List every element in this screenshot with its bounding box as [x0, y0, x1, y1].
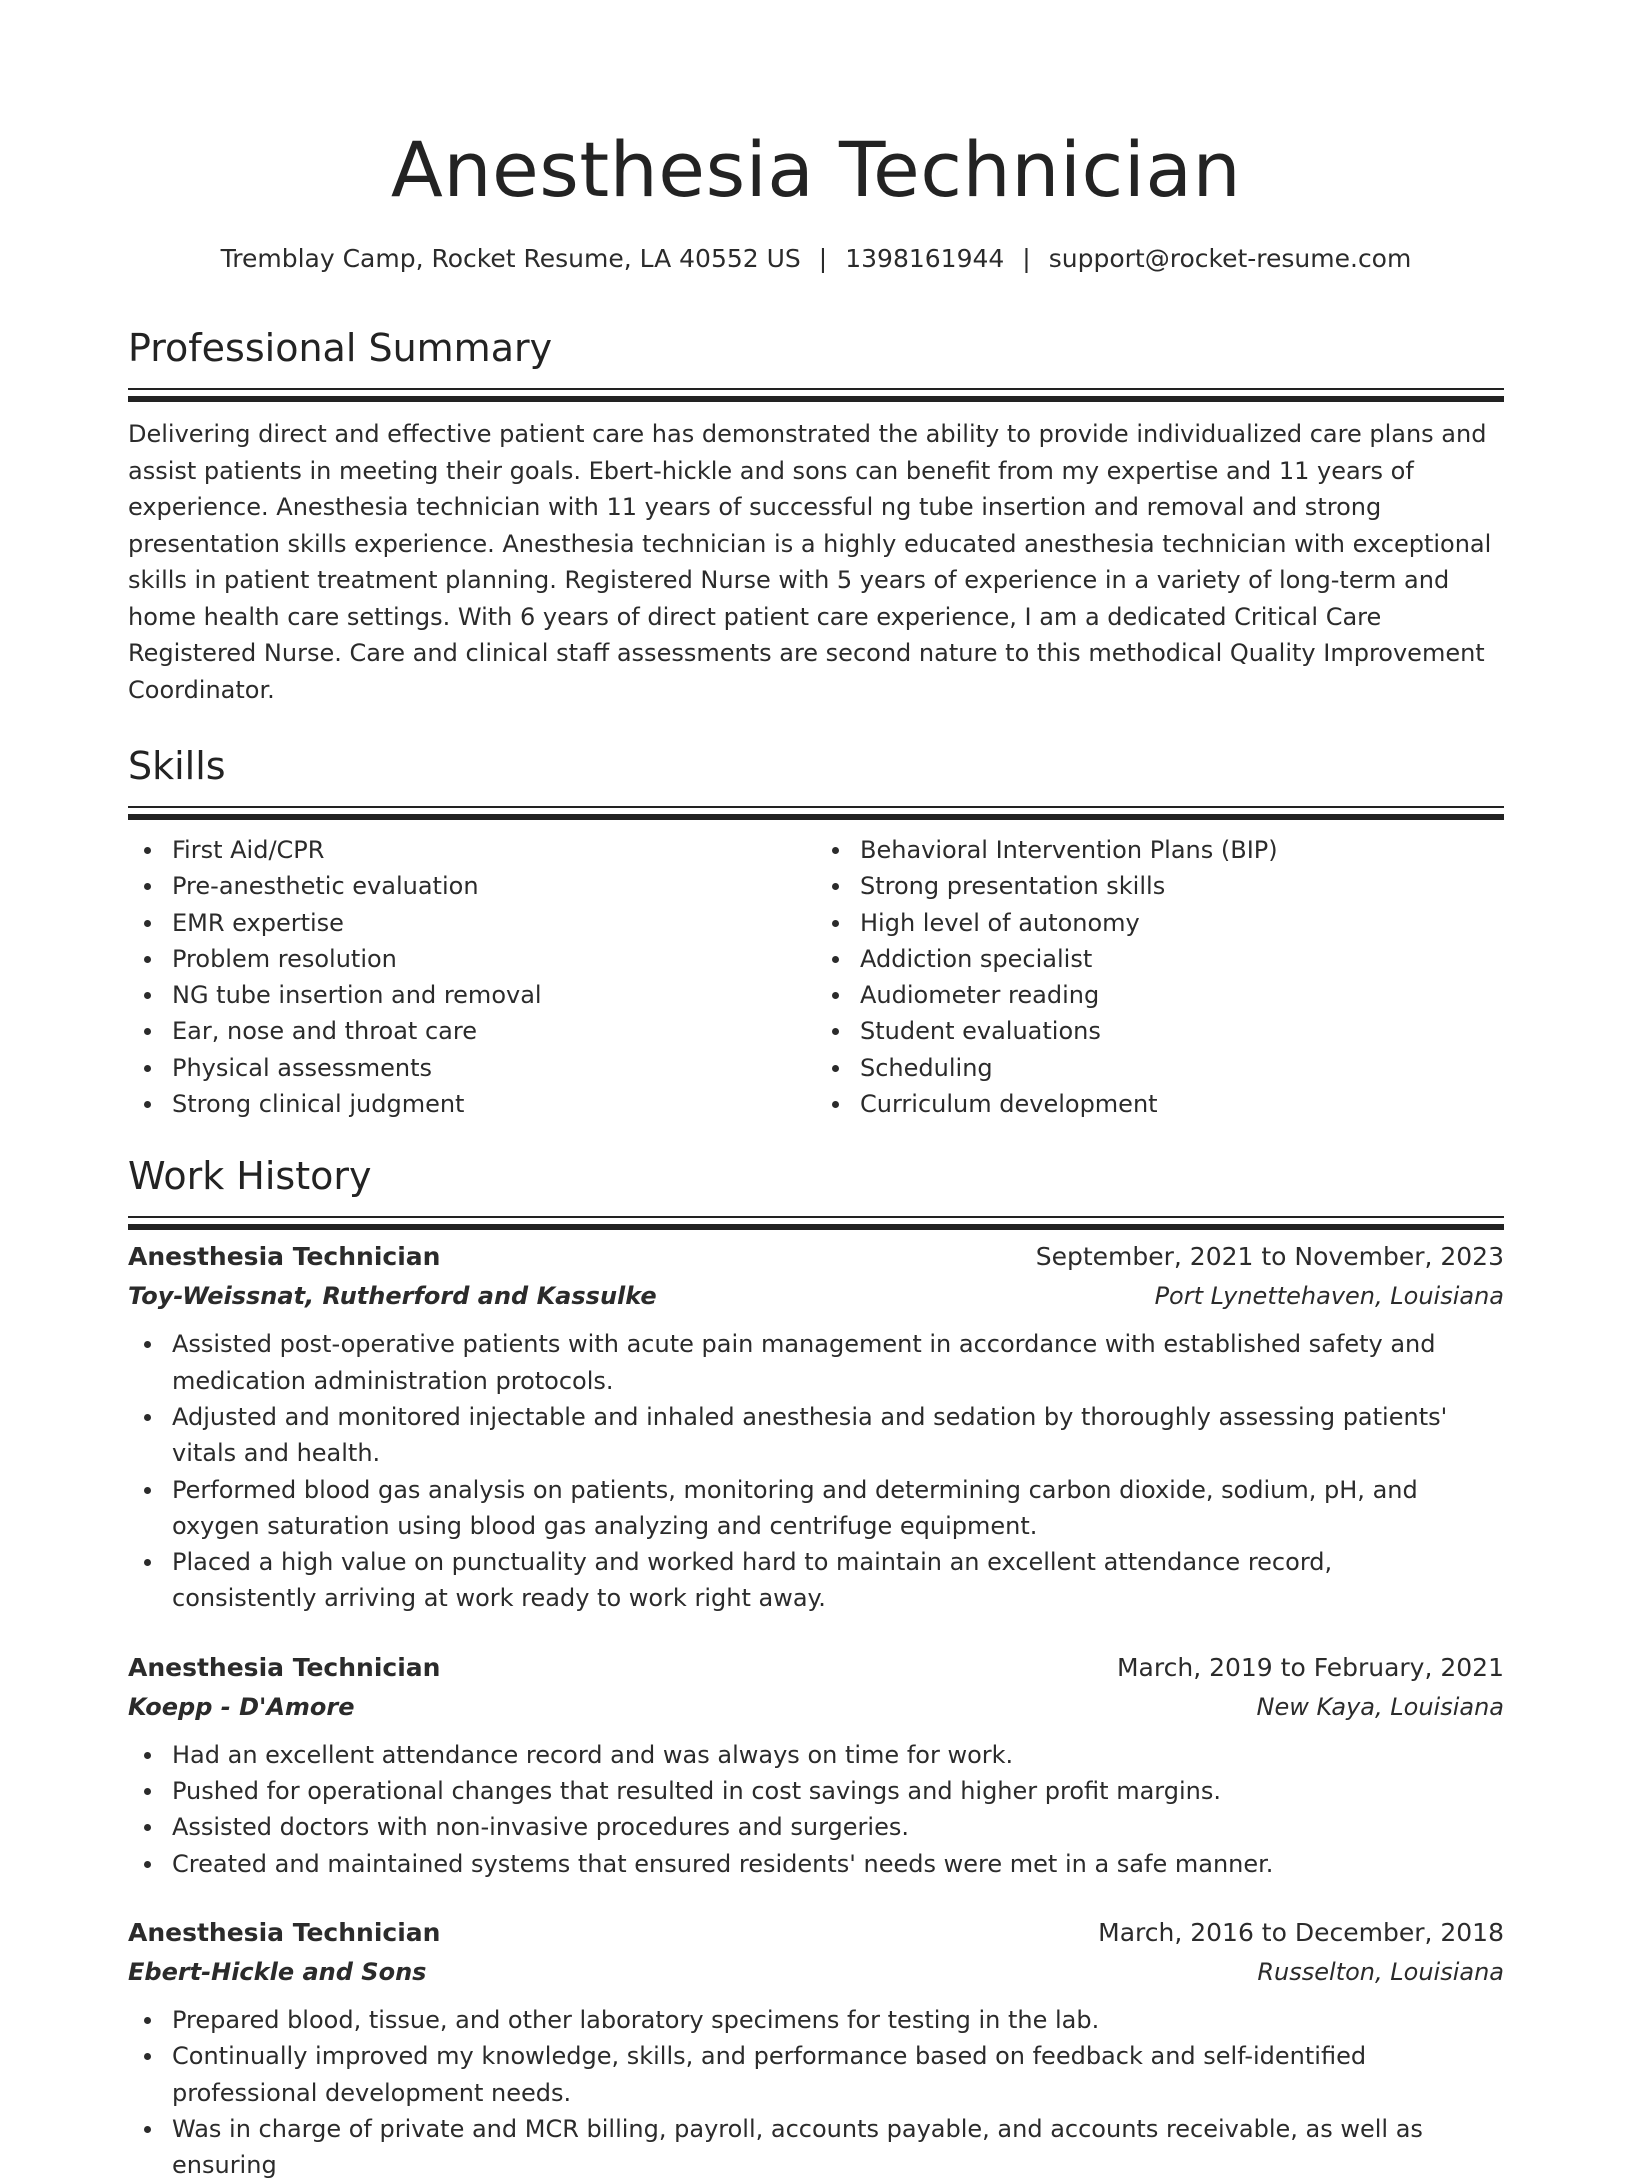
duty-item: Adjusted and monitored injectable and inhaled anesthesia and sedation by thoroughly assessing patients' vitals and health.	[172, 1399, 1504, 1472]
contact-separator: |	[1022, 244, 1031, 273]
contact-separator: |	[818, 244, 828, 273]
job-subheader	[128, 1687, 1504, 1727]
job-dates: September, 2021 to November, 2023	[1035, 1242, 1504, 1272]
skill-item: NG tube insertion and removal	[172, 977, 816, 1013]
skill-item: Scheduling	[860, 1050, 1504, 1086]
skill-item: Strong clinical judgment	[172, 1086, 816, 1122]
job-duties-list	[128, 2002, 1504, 2183]
job-entry	[128, 1914, 1504, 2183]
skill-item: Ear, nose and throat care	[172, 1013, 816, 1049]
contact-line	[128, 242, 1504, 276]
section-heading-summary: Professional Summary	[128, 326, 553, 370]
section-divider	[128, 1216, 1504, 1218]
job-header	[128, 1649, 1504, 1687]
section-divider	[128, 806, 1504, 808]
contact-phone: 1398161944	[845, 244, 1005, 273]
job-subheader	[128, 1952, 1504, 1992]
duty-item: Prepared blood, tissue, and other laboratory specimens for testing in the lab.	[172, 2002, 1504, 2038]
job-duties-list	[128, 1326, 1504, 1616]
job-location: New Kaya, Louisiana	[1256, 1692, 1504, 1721]
candidate-name: Anesthesia Technician	[390, 125, 1242, 214]
summary-paragraph: Delivering direct and effective patient care has demonstrated the ability to provide individualized care plans and assist patients in meeting their goals. Ebert-hickle and sons can benefit from my expertise and 11 years of experience. Anesthesia technician with 11 years of successful ng tube insertion and removal and strong presentation skills experience. Anesthesia technician is a highly educated anesthesia technician with exceptional skills in patient treatment planning. Registered Nurse with 5 years of experience in a variety of long-term and home health care settings. With 6 years of direct patient care experience, I am a dedicated Critical Care Registered Nurse. Care and clinical staff assessments are second nature to this methodical Quality Improvement Coordinator.	[128, 420, 1492, 704]
duty-item: Was in charge of private and MCR billing, payroll, accounts payable, and accounts receivable, as well as ensuring	[172, 2111, 1504, 2183]
duty-item: Had an excellent attendance record and was always on time for work.	[172, 1737, 1504, 1773]
skill-item: First Aid/CPR	[172, 832, 816, 868]
duty-item: Continually improved my knowledge, skills, and performance based on feedback and self-identified professional development needs.	[172, 2038, 1504, 2111]
section-heading-work-history: Work History	[128, 1154, 372, 1199]
job-header	[128, 1238, 1504, 1276]
duty-item: Placed a high value on punctuality and worked hard to maintain an excellent attendance record, consistently arriving at work ready to work right away.	[172, 1544, 1504, 1617]
contact-email[interactable]: support@rocket-resume.com	[1048, 244, 1412, 273]
skill-item: Pre-anesthetic evaluation	[172, 868, 816, 904]
duty-item: Pushed for operational changes that resulted in cost savings and higher profit margins.	[172, 1773, 1504, 1809]
job-company: Toy-Weissnat, Rutherford and Kassulke	[128, 1282, 657, 1311]
skill-item: High level of autonomy	[860, 905, 1504, 941]
skill-item: Addiction specialist	[860, 941, 1504, 977]
skill-item: EMR expertise	[172, 905, 816, 941]
skill-item: Physical assessments	[172, 1050, 816, 1086]
contact-address: Tremblay Camp, Rocket Resume, LA 40552 US	[220, 244, 801, 273]
job-subheader	[128, 1276, 1504, 1316]
job-title: Anesthesia Technician	[128, 1652, 441, 1682]
job-header	[128, 1914, 1504, 1952]
duty-item: Assisted post-operative patients with acute pain management in accordance with established safety and medication administration protocols.	[172, 1326, 1504, 1399]
duty-item: Performed blood gas analysis on patients, monitoring and determining carbon dioxide, sodium, pH, and oxygen saturation using blood gas analyzing and centrifuge equipment.	[172, 1472, 1504, 1545]
duty-item: Assisted doctors with non-invasive procedures and surgeries.	[172, 1809, 1504, 1845]
job-company: Koepp - D'Amore	[128, 1692, 355, 1721]
job-dates: March, 2019 to February, 2021	[1116, 1652, 1504, 1682]
skills-list-left	[128, 832, 816, 1122]
skill-item: Student evaluations	[860, 1013, 1504, 1049]
job-dates: March, 2016 to December, 2018	[1098, 1917, 1504, 1947]
job-duties-list	[128, 1737, 1504, 1882]
duty-item: Created and maintained systems that ensured residents' needs were met in a safe manner.	[172, 1846, 1504, 1882]
section-divider	[128, 388, 1504, 390]
summary-section	[128, 324, 1504, 708]
job-title: Anesthesia Technician	[128, 1242, 441, 1272]
skill-item: Strong presentation skills	[860, 868, 1504, 904]
skills-list-right	[816, 832, 1504, 1122]
work-history-section	[128, 1152, 1504, 2183]
resume-page	[128, 0, 1504, 2183]
skill-item: Curriculum development	[860, 1086, 1504, 1122]
job-location: Russelton, Louisiana	[1257, 1957, 1504, 1986]
skill-item: Audiometer reading	[860, 977, 1504, 1013]
job-entry	[128, 1238, 1504, 1616]
skills-grid	[128, 832, 1504, 1122]
skill-item: Behavioral Intervention Plans (BIP)	[860, 832, 1504, 868]
job-entry	[128, 1649, 1504, 1882]
skills-section	[128, 742, 1504, 1122]
section-heading-skills: Skills	[128, 744, 226, 788]
job-location: Port Lynettehaven, Louisiana	[1154, 1282, 1504, 1311]
job-company: Ebert-Hickle and Sons	[128, 1957, 427, 1986]
skill-item: Problem resolution	[172, 941, 816, 977]
job-title: Anesthesia Technician	[128, 1917, 441, 1947]
